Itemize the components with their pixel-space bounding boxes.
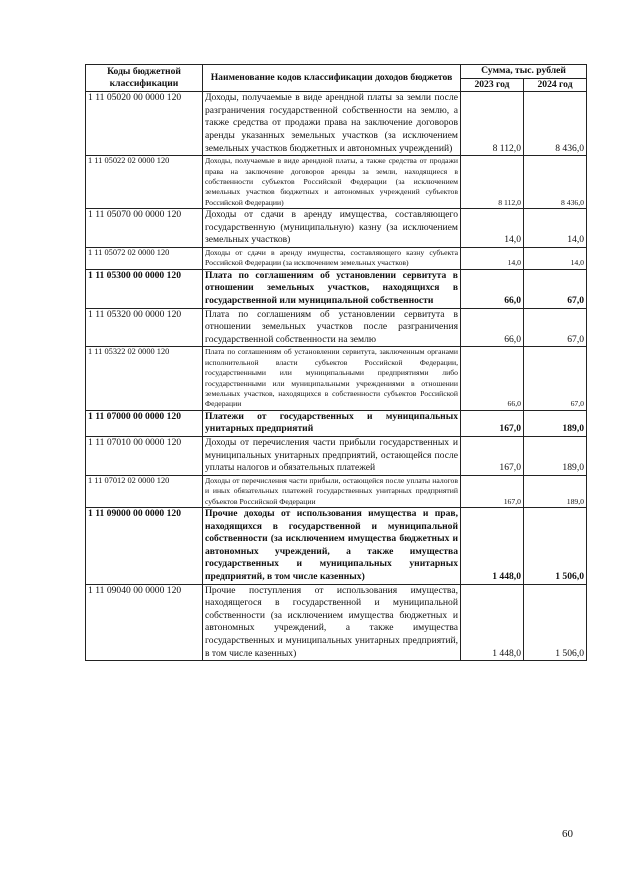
row-value-2024: 67,0	[524, 269, 587, 308]
row-name: Доходы от сдачи в аренду имущества, составляющего государственную (муниципальную) казну (за исключением земельных участков)	[203, 209, 461, 248]
row-value-2023: 14,0	[461, 209, 524, 248]
row-name: Доходы, получаемые в виде арендной платы за земли после разграничения государственной собственности на землю, а также средства от продажи права на заключение договоров аренды указанных земельных участков (за исключением земельных участков бюджетных и автономных учреждений)	[203, 92, 461, 156]
table-row	[86, 269, 587, 308]
table-row	[86, 92, 587, 156]
row-code: 1 11 07010 00 0000 120	[86, 436, 203, 475]
row-code: 1 11 05320 00 0000 120	[86, 308, 203, 347]
row-code: 1 11 05322 02 0000 120	[86, 347, 203, 410]
row-code: 1 11 05072 02 0000 120	[86, 247, 203, 269]
row-value-2024: 1 506,0	[524, 507, 587, 584]
row-value-2023: 66,0	[461, 347, 524, 410]
table-row	[86, 156, 587, 209]
row-value-2024: 8 436,0	[524, 156, 587, 209]
row-name: Доходы от перечисления части прибыли государственных и муниципальных унитарных предприятий, остающейся после уплаты налогов и обязательных платежей	[203, 436, 461, 475]
row-code: 1 11 07000 00 0000 120	[86, 410, 203, 436]
row-value-2024: 67,0	[524, 308, 587, 347]
row-value-2023: 167,0	[461, 475, 524, 507]
table-row	[86, 347, 587, 410]
row-name: Доходы от сдачи в аренду имущества, составляющего казну субъекта Российской Федерации (за исключением земельных участков)	[203, 247, 461, 269]
row-value-2024: 8 436,0	[524, 92, 587, 156]
row-code: 1 11 05300 00 0000 120	[86, 269, 203, 308]
header-sum: Сумма, тыс. рублей	[461, 65, 587, 79]
row-code: 1 11 09040 00 0000 120	[86, 584, 203, 661]
table-row	[86, 475, 587, 507]
row-value-2023: 8 112,0	[461, 156, 524, 209]
row-value-2023: 66,0	[461, 269, 524, 308]
row-value-2023: 167,0	[461, 436, 524, 475]
row-value-2024: 67,0	[524, 347, 587, 410]
row-value-2023: 1 448,0	[461, 584, 524, 661]
header-year-2024: 2024 год	[524, 78, 587, 92]
table-row	[86, 507, 587, 584]
row-value-2023: 8 112,0	[461, 92, 524, 156]
row-name: Платежи от государственных и муниципальных унитарных предприятий	[203, 410, 461, 436]
header-row	[86, 65, 587, 79]
row-value-2023: 167,0	[461, 410, 524, 436]
row-value-2023: 1 448,0	[461, 507, 524, 584]
table-row	[86, 410, 587, 436]
row-value-2024: 189,0	[524, 475, 587, 507]
row-name: Доходы, получаемые в виде арендной платы, а также средства от продажи права на заключение договоров аренды за земли, находящиеся в собственности субъектов Российской Федерации (за исключением земельных участков бюджетных и автономных учреждений субъектов Российской Федерации)	[203, 156, 461, 209]
header-codes: Коды бюджетной классификации	[86, 65, 203, 92]
row-code: 1 11 05070 00 0000 120	[86, 209, 203, 248]
row-name: Прочие доходы от использования имущества и прав, находящихся в государственной и муниципальной собственности (за исключением имущества бюджетных и автономных учреждений, а также имущества государственных и муниципальных унитарных предприятий, в том числе казенных)	[203, 507, 461, 584]
row-value-2024: 14,0	[524, 209, 587, 248]
row-value-2023: 66,0	[461, 308, 524, 347]
row-code: 1 11 05022 02 0000 120	[86, 156, 203, 209]
row-code: 1 11 07012 02 0000 120	[86, 475, 203, 507]
row-value-2024: 14,0	[524, 247, 587, 269]
table-row	[86, 209, 587, 248]
row-name: Доходы от перечисления части прибыли, остающейся после уплаты налогов и иных обязательных платежей государственных унитарных предприятий субъектов Российской Федерации	[203, 475, 461, 507]
budget-revenue-table	[85, 64, 587, 661]
page-number: 60	[562, 828, 573, 840]
table-row	[86, 584, 587, 661]
table-row	[86, 436, 587, 475]
row-name: Плата по соглашениям об установлении сервитута в отношении земельных участков после разграничения государственной собственности на землю	[203, 308, 461, 347]
row-name: Плата по соглашениям об установлении сервитута в отношении земельных участков, находящихся в государственной или муниципальной собственности	[203, 269, 461, 308]
row-name: Плата по соглашениям об установлении сервитута, заключенным органами исполнительной власти субъектов Российской Федерации, государственными или муниципальными предприятиями либо государственными или муниципальными учреждениями в отношении земельных участков, находящихся в собственности субъектов Российской Федерации	[203, 347, 461, 410]
header-name: Наименование кодов классификации доходов бюджетов	[203, 65, 461, 92]
row-value-2023: 14,0	[461, 247, 524, 269]
table-row	[86, 247, 587, 269]
row-name: Прочие поступления от использования имущества, находящегося в государственной и муниципальной собственности (за исключением имущества бюджетных и автономных учреждений, а также имущества государственных и муниципальных унитарных предприятий, в том числе казенных)	[203, 584, 461, 661]
row-code: 1 11 05020 00 0000 120	[86, 92, 203, 156]
row-value-2024: 189,0	[524, 436, 587, 475]
row-code: 1 11 09000 00 0000 120	[86, 507, 203, 584]
header-year-2023: 2023 год	[461, 78, 524, 92]
table-row	[86, 308, 587, 347]
row-value-2024: 1 506,0	[524, 584, 587, 661]
row-value-2024: 189,0	[524, 410, 587, 436]
